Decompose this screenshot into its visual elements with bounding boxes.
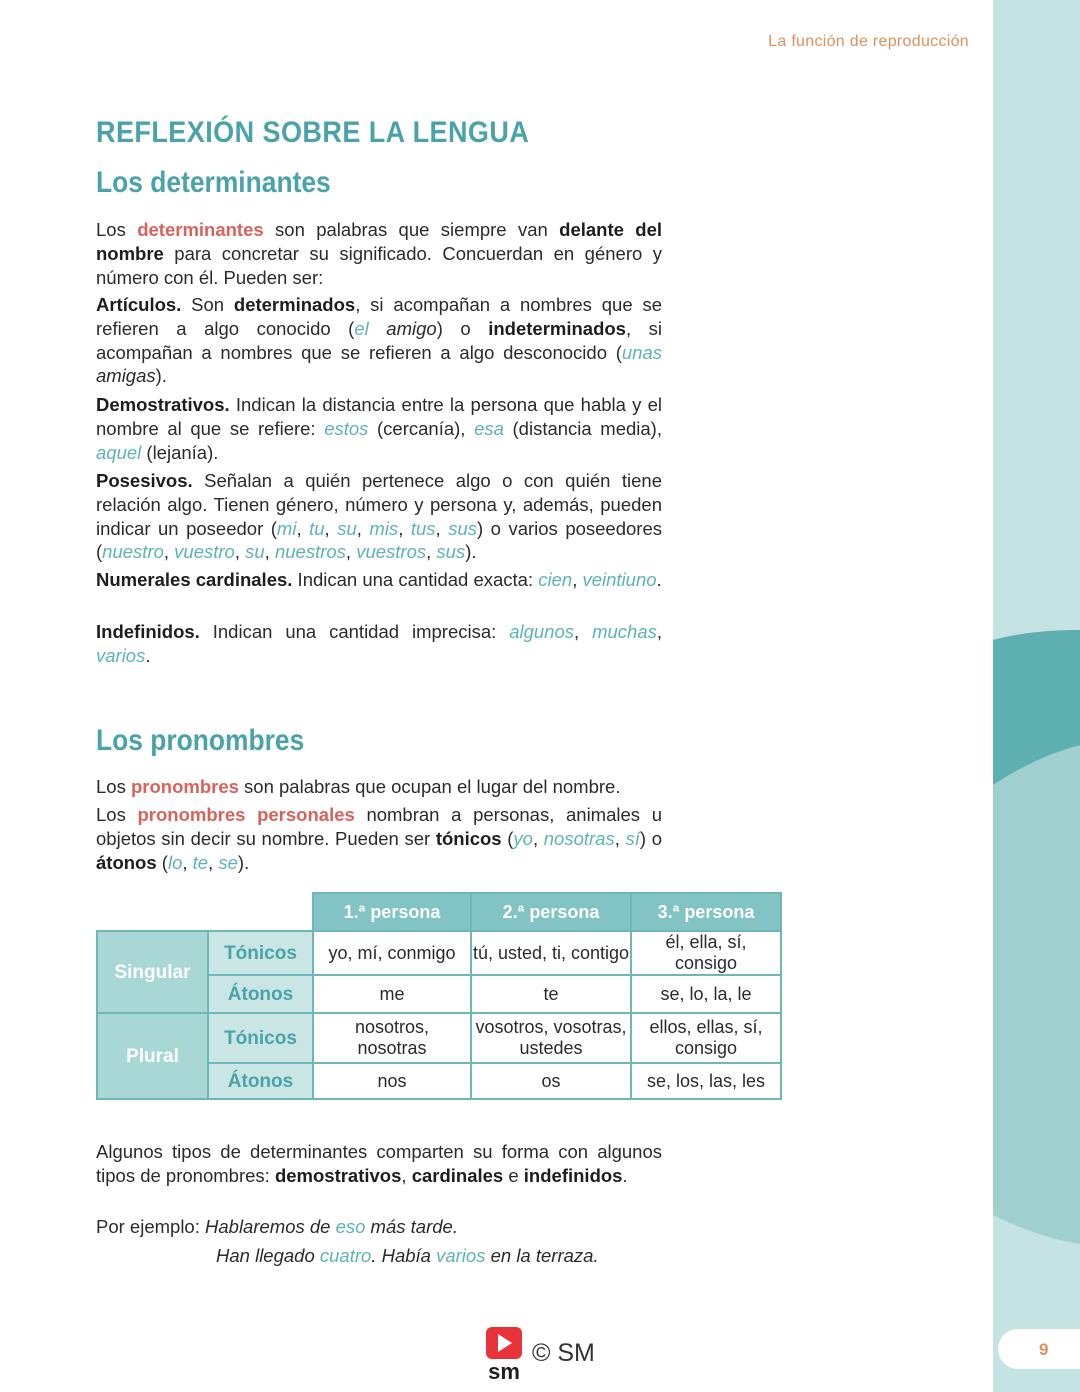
pronombres-title: Los pronombres: [96, 724, 305, 757]
table-row: [97, 1013, 781, 1063]
determinantes-title: Los determinantes: [96, 166, 331, 199]
table-header-row: [97, 893, 781, 931]
example-line-2: Han llegado cuatro. Había varios en la terraza.: [216, 1245, 599, 1266]
table-cell: tú, usted, ti, contigo: [471, 931, 631, 975]
table-cell: me: [313, 975, 471, 1013]
pronombres-personales-table: [96, 892, 782, 1100]
table-row-label: Tónicos: [208, 931, 313, 975]
table-cell: os: [471, 1063, 631, 1099]
posesivos-paragraph: Posesivos. Señalan a quién pertenece algo o con quién tiene relación algo. Tienen género, número y persona y, además, pueden indicar un poseedor (mi, tu, su, mis, tus, sus) o varios poseedores (nuestro, vuestro, su, nuestros, vuestros, sus).: [96, 470, 663, 563]
page-number: 9: [1039, 1340, 1049, 1359]
section-heading: REFLEXIÓN SOBRE LA LENGUA: [96, 116, 530, 149]
table-row: [97, 931, 781, 975]
table-blank-cell: [97, 893, 208, 931]
running-header: La función de reproducción: [768, 33, 969, 50]
table-cell: nosotros, nosotras: [313, 1013, 471, 1063]
determinantes-intro: Los determinantes son palabras que siempre van delante del nombre para concretar su significado. Concuerdan en género y número con él. Pueden ser:: [96, 219, 663, 288]
table-cell: ellos, ellas, sí, consigo: [631, 1013, 781, 1063]
closing-paragraph: Algunos tipos de determinantes comparten su forma con algunos tipos de pronombres: demostrativos, cardinales e indefinidos.: [96, 1141, 662, 1186]
table-cell: vosotros, vosotras, ustedes: [471, 1013, 631, 1063]
demostrativos-paragraph: Demostrativos. Indican la distancia entre la persona que habla y el nombre al que se refiere: estos (cercanía), esa (distancia media), aquel (lejanía).: [96, 394, 662, 463]
pronombres-personales-paragraph: Los pronombres personales nombran a personas, animales u objetos sin decir su nombre. Pueden ser tónicos (yo, nosotras, sí) o átonos (lo, te, se).: [96, 804, 663, 873]
sm-logo: [484, 1327, 524, 1383]
copyright: © SM: [532, 1339, 595, 1367]
table-header-cell: 1.ª persona: [313, 893, 471, 931]
decorative-side-band: [993, 0, 1080, 1392]
table-cell: se, los, las, les: [631, 1063, 781, 1099]
numerales-paragraph: Numerales cardinales. Indican una cantidad exacta: cien, veintiuno.: [96, 569, 662, 590]
table-cell: nos: [313, 1063, 471, 1099]
table-row-label: Átonos: [208, 975, 313, 1013]
table-cell: él, ella, sí, consigo: [631, 931, 781, 975]
table-header-cell: 2.ª persona: [471, 893, 631, 931]
pronombres-definition: Los pronombres son palabras que ocupan el lugar del nombre.: [96, 776, 621, 797]
table-group-label: Singular: [97, 931, 208, 1013]
indefinidos-paragraph: Indefinidos. Indican una cantidad imprecisa: algunos, muchas, varios.: [96, 621, 663, 666]
table-group-label: Plural: [97, 1013, 208, 1099]
table-cell: te: [471, 975, 631, 1013]
table-header-cell: 3.ª persona: [631, 893, 781, 931]
example-line-1: Por ejemplo: Hablaremos de eso más tarde.: [96, 1216, 458, 1237]
table-row-label: Átonos: [208, 1063, 313, 1099]
table-cell: yo, mí, conmigo: [313, 931, 471, 975]
table-row-label: Tónicos: [208, 1013, 313, 1063]
table-cell: se, lo, la, le: [631, 975, 781, 1013]
sm-logo-text: sm: [488, 1359, 520, 1383]
articulos-paragraph: Artículos. Son determinados, si acompañan a nombres que se refieren a algo conocido (el amigo) o indeterminados, si acompañan a nombres que se refieren a algo desconocido (unas amigas).: [96, 294, 663, 387]
table-blank-cell: [208, 893, 313, 931]
